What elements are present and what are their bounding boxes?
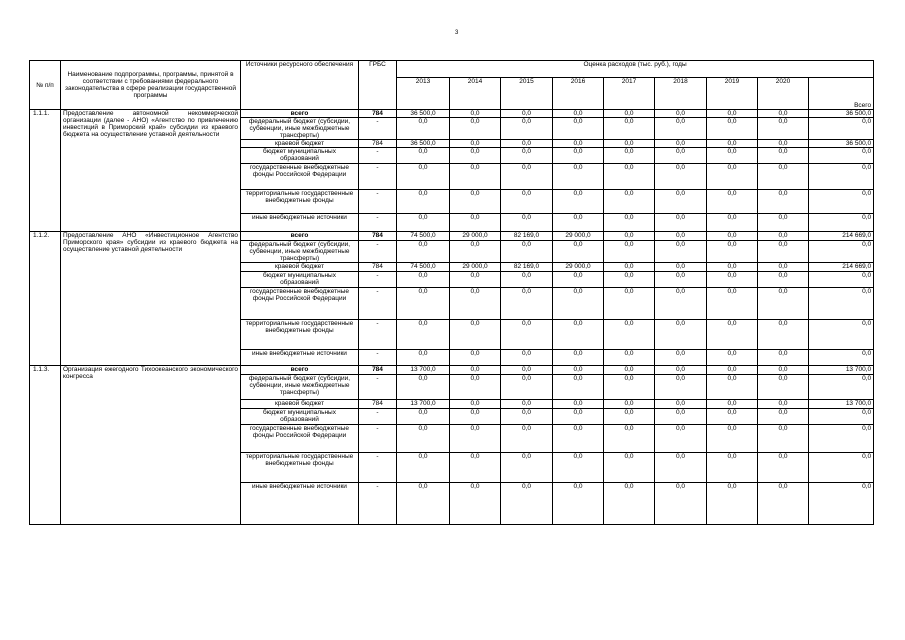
grbs-code: 784 bbox=[359, 140, 397, 148]
year-value: 0,0 bbox=[553, 148, 604, 164]
year-value: 0,0 bbox=[501, 118, 553, 140]
year-value: 0,0 bbox=[604, 288, 655, 320]
year-value: 0,0 bbox=[450, 320, 501, 350]
year-value: 82 169,0 bbox=[501, 263, 553, 272]
header-year: 2014 bbox=[450, 78, 501, 110]
year-value: 0,0 bbox=[450, 350, 501, 366]
funding-source: государственные внебюджетные фонды Российской Федерации bbox=[241, 425, 359, 453]
year-value: 0,0 bbox=[758, 483, 809, 525]
year-value: 0,0 bbox=[655, 375, 707, 400]
year-value: 0,0 bbox=[501, 320, 553, 350]
year-value: 0,0 bbox=[604, 140, 655, 148]
year-value: 0,0 bbox=[707, 453, 758, 483]
row-total: 0,0 bbox=[809, 164, 874, 190]
year-value: 0,0 bbox=[553, 350, 604, 366]
year-value: 0,0 bbox=[707, 366, 758, 375]
funding-source: краевой бюджет bbox=[241, 140, 359, 148]
year-value: 0,0 bbox=[758, 232, 809, 241]
funding-source: территориальные государственные внебюджетные фонды bbox=[241, 190, 359, 214]
funding-source: иные внебюджетные источники bbox=[241, 483, 359, 525]
year-value: 0,0 bbox=[604, 110, 655, 118]
year-value: 0,0 bbox=[553, 110, 604, 118]
year-value: 0,0 bbox=[655, 288, 707, 320]
grbs-code: - bbox=[359, 320, 397, 350]
year-value: 0,0 bbox=[655, 263, 707, 272]
year-value: 0,0 bbox=[604, 190, 655, 214]
header-estimate: Оценка расходов (тыс. руб.), годы bbox=[397, 61, 874, 78]
row-total: 0,0 bbox=[809, 453, 874, 483]
year-value: 0,0 bbox=[553, 190, 604, 214]
grbs-code: - bbox=[359, 453, 397, 483]
funding-source: краевой бюджет bbox=[241, 263, 359, 272]
year-value: 0,0 bbox=[758, 263, 809, 272]
grbs-code: - bbox=[359, 409, 397, 425]
year-value: 0,0 bbox=[604, 483, 655, 525]
grbs-code: 784 bbox=[359, 366, 397, 375]
header-name: Наименование подпрограммы, программы, принятой в соответствии с требованиями федерального законодательства в сфере реализации государственной программы bbox=[61, 61, 241, 110]
year-value: 0,0 bbox=[501, 190, 553, 214]
year-value: 0,0 bbox=[655, 140, 707, 148]
year-value: 0,0 bbox=[707, 148, 758, 164]
year-value: 0,0 bbox=[758, 148, 809, 164]
grbs-code: - bbox=[359, 214, 397, 232]
budget-table bbox=[29, 60, 874, 525]
year-value: 0,0 bbox=[655, 232, 707, 241]
year-value: 0,0 bbox=[604, 232, 655, 241]
year-value: 0,0 bbox=[501, 272, 553, 288]
year-value: 0,0 bbox=[450, 375, 501, 400]
row-total: 13 700,0 bbox=[809, 400, 874, 409]
funding-source: государственные внебюджетные фонды Российской Федерации bbox=[241, 288, 359, 320]
row-total: 0,0 bbox=[809, 409, 874, 425]
funding-source: всего bbox=[241, 110, 359, 118]
year-value: 0,0 bbox=[604, 164, 655, 190]
year-value: 0,0 bbox=[604, 118, 655, 140]
year-value: 29 000,0 bbox=[553, 232, 604, 241]
year-value: 0,0 bbox=[553, 483, 604, 525]
page-number: 3 bbox=[455, 30, 459, 36]
year-value: 0,0 bbox=[758, 272, 809, 288]
year-value: 0,0 bbox=[397, 272, 450, 288]
year-value: 0,0 bbox=[655, 483, 707, 525]
year-value: 0,0 bbox=[450, 453, 501, 483]
year-value: 0,0 bbox=[501, 164, 553, 190]
year-value: 0,0 bbox=[604, 425, 655, 453]
header-year: 2017 bbox=[604, 78, 655, 110]
year-value: 36 500,0 bbox=[397, 140, 450, 148]
year-value: 0,0 bbox=[707, 409, 758, 425]
funding-source: бюджет муниципальных образований bbox=[241, 148, 359, 164]
header-total: Всего bbox=[809, 78, 874, 110]
year-value: 0,0 bbox=[450, 164, 501, 190]
row-total: 0,0 bbox=[809, 118, 874, 140]
header-num: № п/п bbox=[30, 61, 61, 110]
year-value: 0,0 bbox=[397, 164, 450, 190]
year-value: 29 000,0 bbox=[553, 263, 604, 272]
year-value: 0,0 bbox=[655, 241, 707, 263]
grbs-code: - bbox=[359, 288, 397, 320]
year-value: 0,0 bbox=[553, 320, 604, 350]
year-value: 0,0 bbox=[655, 409, 707, 425]
year-value: 0,0 bbox=[450, 140, 501, 148]
year-value: 0,0 bbox=[655, 453, 707, 483]
grbs-code: 784 bbox=[359, 400, 397, 409]
year-value: 0,0 bbox=[707, 190, 758, 214]
funding-source: иные внебюджетные источники bbox=[241, 350, 359, 366]
funding-source: иные внебюджетные источники bbox=[241, 214, 359, 232]
year-value: 0,0 bbox=[553, 140, 604, 148]
year-value: 0,0 bbox=[450, 409, 501, 425]
grbs-code: - bbox=[359, 350, 397, 366]
year-value: 0,0 bbox=[604, 375, 655, 400]
year-value: 0,0 bbox=[553, 400, 604, 409]
year-value: 0,0 bbox=[707, 263, 758, 272]
year-value: 0,0 bbox=[450, 148, 501, 164]
year-value: 0,0 bbox=[450, 400, 501, 409]
year-value: 0,0 bbox=[501, 140, 553, 148]
year-value: 0,0 bbox=[655, 214, 707, 232]
grbs-code: 784 bbox=[359, 232, 397, 241]
year-value: 0,0 bbox=[707, 118, 758, 140]
year-value: 0,0 bbox=[501, 409, 553, 425]
year-value: 0,0 bbox=[758, 164, 809, 190]
year-value: 0,0 bbox=[655, 110, 707, 118]
header-source: Источники ресурсного обеспечения bbox=[241, 61, 359, 110]
header-year: 2020 bbox=[758, 78, 809, 110]
year-value: 0,0 bbox=[655, 164, 707, 190]
year-value: 13 700,0 bbox=[397, 366, 450, 375]
row-number: 1.1.3. bbox=[30, 366, 61, 525]
year-value: 0,0 bbox=[604, 214, 655, 232]
year-value: 0,0 bbox=[655, 148, 707, 164]
row-total: 214 669,0 bbox=[809, 263, 874, 272]
row-total: 36 500,0 bbox=[809, 110, 874, 118]
funding-source: государственные внебюджетные фонды Российской Федерации bbox=[241, 164, 359, 190]
row-total: 36 500,0 bbox=[809, 140, 874, 148]
year-value: 0,0 bbox=[707, 241, 758, 263]
year-value: 0,0 bbox=[553, 425, 604, 453]
year-value: 0,0 bbox=[450, 483, 501, 525]
funding-source: территориальные государственные внебюджетные фонды bbox=[241, 453, 359, 483]
year-value: 0,0 bbox=[758, 400, 809, 409]
year-value: 0,0 bbox=[397, 148, 450, 164]
grbs-code: - bbox=[359, 483, 397, 525]
year-value: 0,0 bbox=[501, 241, 553, 263]
year-value: 0,0 bbox=[655, 425, 707, 453]
row-total: 0,0 bbox=[809, 350, 874, 366]
year-value: 0,0 bbox=[707, 288, 758, 320]
grbs-code: - bbox=[359, 425, 397, 453]
year-value: 0,0 bbox=[707, 483, 758, 525]
funding-source: бюджет муниципальных образований bbox=[241, 409, 359, 425]
year-value: 0,0 bbox=[501, 453, 553, 483]
year-value: 0,0 bbox=[450, 190, 501, 214]
grbs-code: - bbox=[359, 148, 397, 164]
row-total: 0,0 bbox=[809, 425, 874, 453]
year-value: 0,0 bbox=[758, 241, 809, 263]
year-value: 0,0 bbox=[397, 425, 450, 453]
year-value: 0,0 bbox=[758, 118, 809, 140]
row-total: 0,0 bbox=[809, 375, 874, 400]
year-value: 0,0 bbox=[397, 214, 450, 232]
year-value: 0,0 bbox=[604, 453, 655, 483]
header-year: 2018 bbox=[655, 78, 707, 110]
year-value: 0,0 bbox=[604, 400, 655, 409]
year-value: 0,0 bbox=[604, 148, 655, 164]
row-number: 1.1.2. bbox=[30, 232, 61, 366]
funding-source: федеральный бюджет (субсидии, субвенции, иные межбюджетные трансферты) bbox=[241, 375, 359, 400]
year-value: 0,0 bbox=[501, 375, 553, 400]
year-value: 0,0 bbox=[604, 263, 655, 272]
funding-source: территориальные государственные внебюджетные фонды bbox=[241, 320, 359, 350]
header-year: 2015 bbox=[501, 78, 553, 110]
year-value: 0,0 bbox=[758, 320, 809, 350]
year-value: 0,0 bbox=[450, 425, 501, 453]
year-value: 0,0 bbox=[604, 272, 655, 288]
year-value: 0,0 bbox=[655, 350, 707, 366]
year-value: 0,0 bbox=[604, 409, 655, 425]
year-value: 0,0 bbox=[397, 375, 450, 400]
row-total: 0,0 bbox=[809, 148, 874, 164]
year-value: 0,0 bbox=[758, 110, 809, 118]
row-total: 0,0 bbox=[809, 272, 874, 288]
year-value: 0,0 bbox=[501, 483, 553, 525]
funding-source: краевой бюджет bbox=[241, 400, 359, 409]
grbs-code: - bbox=[359, 190, 397, 214]
funding-source: бюджет муниципальных образований bbox=[241, 272, 359, 288]
year-value: 0,0 bbox=[758, 190, 809, 214]
year-value: 0,0 bbox=[553, 453, 604, 483]
year-value: 0,0 bbox=[397, 409, 450, 425]
year-value: 0,0 bbox=[707, 232, 758, 241]
year-value: 0,0 bbox=[553, 164, 604, 190]
activity-name: Организация ежегодного Тихоокеанского экономического конгресса bbox=[61, 366, 241, 525]
row-total: 0,0 bbox=[809, 483, 874, 525]
year-value: 0,0 bbox=[758, 288, 809, 320]
year-value: 82 169,0 bbox=[501, 232, 553, 241]
row-total: 0,0 bbox=[809, 241, 874, 263]
header-grbs: ГРБС bbox=[359, 61, 397, 110]
year-value: 0,0 bbox=[655, 118, 707, 140]
row-total: 0,0 bbox=[809, 288, 874, 320]
year-value: 0,0 bbox=[604, 320, 655, 350]
year-value: 0,0 bbox=[450, 214, 501, 232]
year-value: 0,0 bbox=[450, 272, 501, 288]
year-value: 0,0 bbox=[707, 375, 758, 400]
year-value: 0,0 bbox=[553, 241, 604, 263]
activity-name: Предоставление автономной некоммерческой организации (далее - АНО) «Агентство по привлечению инвестиций в Приморский край» субсидии из краевого бюджета на осуществление уставной деятельности bbox=[61, 110, 241, 232]
table-row bbox=[30, 110, 874, 118]
year-value: 0,0 bbox=[758, 140, 809, 148]
table-row bbox=[30, 366, 874, 375]
year-value: 0,0 bbox=[707, 214, 758, 232]
year-value: 29 000,0 bbox=[450, 232, 501, 241]
year-value: 0,0 bbox=[707, 320, 758, 350]
year-value: 0,0 bbox=[758, 375, 809, 400]
year-value: 0,0 bbox=[553, 288, 604, 320]
year-value: 0,0 bbox=[553, 366, 604, 375]
grbs-code: 784 bbox=[359, 110, 397, 118]
year-value: 0,0 bbox=[604, 366, 655, 375]
year-value: 0,0 bbox=[655, 190, 707, 214]
year-value: 0,0 bbox=[655, 320, 707, 350]
row-total: 214 669,0 bbox=[809, 232, 874, 241]
year-value: 0,0 bbox=[655, 366, 707, 375]
year-value: 0,0 bbox=[450, 110, 501, 118]
funding-source: федеральный бюджет (субсидии, субвенции, иные межбюджетные трансферты) bbox=[241, 241, 359, 263]
year-value: 0,0 bbox=[758, 425, 809, 453]
funding-source: всего bbox=[241, 232, 359, 241]
year-value: 0,0 bbox=[501, 425, 553, 453]
year-value: 0,0 bbox=[655, 272, 707, 288]
header-row-1 bbox=[30, 61, 874, 78]
year-value: 0,0 bbox=[553, 272, 604, 288]
year-value: 0,0 bbox=[397, 453, 450, 483]
year-value: 36 500,0 bbox=[397, 110, 450, 118]
year-value: 0,0 bbox=[758, 409, 809, 425]
year-value: 0,0 bbox=[501, 400, 553, 409]
year-value: 0,0 bbox=[707, 164, 758, 190]
row-total: 0,0 bbox=[809, 190, 874, 214]
year-value: 0,0 bbox=[758, 453, 809, 483]
header-year: 2019 bbox=[707, 78, 758, 110]
year-value: 0,0 bbox=[707, 425, 758, 453]
year-value: 0,0 bbox=[397, 483, 450, 525]
funding-source: федеральный бюджет (субсидии, субвенции, иные межбюджетные трансферты) bbox=[241, 118, 359, 140]
year-value: 0,0 bbox=[397, 288, 450, 320]
year-value: 0,0 bbox=[707, 140, 758, 148]
year-value: 0,0 bbox=[707, 350, 758, 366]
year-value: 0,0 bbox=[450, 366, 501, 375]
year-value: 0,0 bbox=[553, 409, 604, 425]
year-value: 74 500,0 bbox=[397, 263, 450, 272]
year-value: 0,0 bbox=[397, 118, 450, 140]
year-value: 74 500,0 bbox=[397, 232, 450, 241]
year-value: 0,0 bbox=[707, 110, 758, 118]
year-value: 0,0 bbox=[501, 110, 553, 118]
funding-source: всего bbox=[241, 366, 359, 375]
year-value: 0,0 bbox=[450, 288, 501, 320]
year-value: 0,0 bbox=[501, 214, 553, 232]
year-value: 0,0 bbox=[397, 241, 450, 263]
grbs-code: - bbox=[359, 375, 397, 400]
year-value: 13 700,0 bbox=[397, 400, 450, 409]
row-number: 1.1.1. bbox=[30, 110, 61, 232]
grbs-code: - bbox=[359, 272, 397, 288]
year-value: 0,0 bbox=[501, 366, 553, 375]
year-value: 0,0 bbox=[707, 400, 758, 409]
year-value: 0,0 bbox=[397, 320, 450, 350]
year-value: 0,0 bbox=[707, 272, 758, 288]
year-value: 0,0 bbox=[553, 118, 604, 140]
year-value: 0,0 bbox=[604, 241, 655, 263]
grbs-code: - bbox=[359, 164, 397, 190]
year-value: 0,0 bbox=[604, 350, 655, 366]
table-row bbox=[30, 232, 874, 241]
header-year: 2013 bbox=[397, 78, 450, 110]
year-value: 0,0 bbox=[450, 118, 501, 140]
year-value: 29 000,0 bbox=[450, 263, 501, 272]
year-value: 0,0 bbox=[501, 288, 553, 320]
year-value: 0,0 bbox=[553, 214, 604, 232]
header-year: 2016 bbox=[553, 78, 604, 110]
row-total: 13 700,0 bbox=[809, 366, 874, 375]
activity-name: Предоставление АНО «Инвестиционное Агентство Приморского края» субсидии из краевого бюджета на осуществление уставной деятельности bbox=[61, 232, 241, 366]
year-value: 0,0 bbox=[758, 214, 809, 232]
year-value: 0,0 bbox=[501, 148, 553, 164]
year-value: 0,0 bbox=[758, 366, 809, 375]
year-value: 0,0 bbox=[397, 190, 450, 214]
year-value: 0,0 bbox=[553, 375, 604, 400]
year-value: 0,0 bbox=[655, 400, 707, 409]
row-total: 0,0 bbox=[809, 214, 874, 232]
year-value: 0,0 bbox=[758, 350, 809, 366]
grbs-code: - bbox=[359, 118, 397, 140]
year-value: 0,0 bbox=[397, 350, 450, 366]
grbs-code: - bbox=[359, 241, 397, 263]
year-value: 0,0 bbox=[450, 241, 501, 263]
row-total: 0,0 bbox=[809, 320, 874, 350]
grbs-code: 784 bbox=[359, 263, 397, 272]
year-value: 0,0 bbox=[501, 350, 553, 366]
